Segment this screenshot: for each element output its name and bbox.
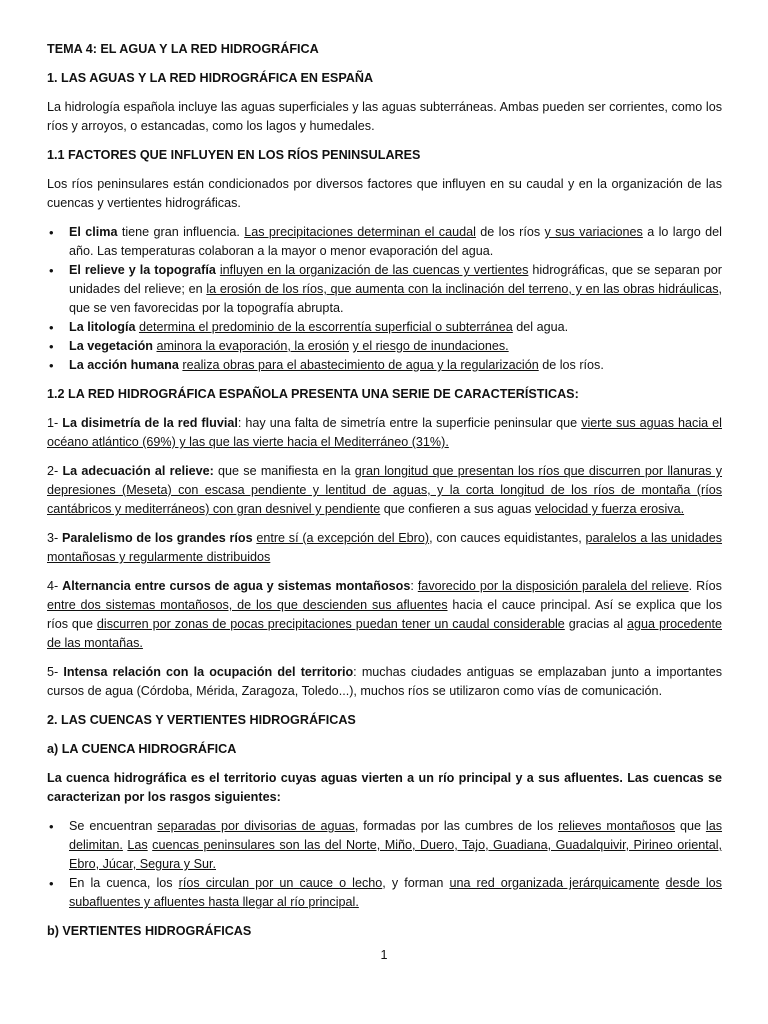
bold-text-run: La litología (69, 320, 136, 334)
underlined-text-run: y el riesgo de inundaciones. (352, 339, 509, 353)
text-run: , formadas por las cumbres de los (354, 819, 559, 833)
underlined-text-run: y sus variaciones (544, 225, 643, 239)
text-run: del agua. (512, 320, 569, 334)
underlined-text-run: aminora la evaporación, la erosión (156, 339, 350, 353)
underlined-text-run: velocidad y fuerza erosiva. (534, 502, 685, 516)
cuenca-item (47, 874, 722, 912)
underlined-text-run: paralelos a las unidades montañosas y regularmente distribuidos (47, 531, 723, 564)
underlined-text-run: agua procedente de las montañas. (47, 617, 722, 650)
document-title: TEMA 4: EL AGUA Y LA RED HIDROGRÁFICA (47, 42, 319, 56)
underlined-text-run: separadas por divisorias de aguas (157, 819, 355, 833)
text-run: 4- (47, 579, 63, 593)
text-run: de los ríos. (538, 358, 604, 372)
bold-text-run: El relieve y la topografía (69, 263, 216, 277)
text-run: 2- (47, 464, 63, 478)
text-run: 3- (47, 531, 62, 545)
section-1-paragraph: La hidrología española incluye las aguas superficiales y las aguas subterráneas. Ambas pueden ser corrientes, como los ríos y arroyos, o estancadas, como los lagos y humedales. (47, 100, 722, 133)
text-run: : (410, 579, 418, 593)
text-run: de los ríos (475, 225, 545, 239)
text-run: Se encuentran (69, 819, 158, 833)
section-heading-1-2: 1.2 LA RED HIDROGRÁFICA ESPAÑOLA PRESENTA UNA SERIE DE CARACTERÍSTICAS: (47, 387, 579, 401)
section-heading-2: 2. LAS CUENCAS Y VERTIENTES HIDROGRÁFICAS (47, 713, 356, 727)
bold-text-run: La adecuación al relieve: (62, 464, 214, 478)
cuenca-intro-paragraph: La cuenca hidrográfica es el territorio cuyas aguas vierten a un río principal y a sus afluentes. Las cuencas se caracterizan por los rasgos siguientes: (47, 771, 722, 804)
text-run: a lo largo del año. Las temperaturas colaboran a la mayor o menor evaporación del agua. (69, 225, 722, 258)
factor-item (47, 261, 722, 318)
section-heading-1-1: 1.1 FACTORES QUE INFLUYEN EN LOS RÍOS PENINSULARES (47, 148, 421, 162)
underlined-text-run: las delimitan. (69, 819, 723, 852)
underlined-text-run: gran longitud que presentan los ríos que discurren por llanuras y depresiones (Meseta) con escasa pendiente y lentitud de aguas, y la corta longitud de los ríos de montaña (ríos cantábricos y mediterráneos) con gran desnivel y pendiente (47, 464, 723, 516)
page-number: 1 (380, 948, 388, 962)
underlined-text-run: determina el predominio de la escorrentía superficial o subterránea (138, 320, 513, 334)
section-heading-2a: a) LA CUENCA HIDROGRÁFICA (47, 742, 237, 756)
underlined-text-run: ríos circulan por un cauce o lecho (178, 876, 383, 890)
cuenca-list (47, 817, 722, 912)
cuenca-item (47, 817, 722, 874)
bold-text-run: El clima (69, 225, 118, 239)
bold-text-run: La acción humana (69, 358, 179, 372)
document-page (47, 40, 722, 951)
text-run: tiene gran influencia. (117, 225, 245, 239)
characteristic-paragraph (47, 663, 722, 701)
text-run: , y forman (382, 876, 450, 890)
text-run: , que se ven favorecidas por la topografía abrupta. (69, 282, 722, 315)
characteristic-paragraph (47, 577, 722, 653)
bold-text-run: Intensa relación con la ocupación del territorio (63, 665, 354, 679)
underlined-text-run: Las (127, 838, 148, 852)
text-run: . Ríos (688, 579, 722, 593)
factor-item (47, 337, 722, 356)
text-run: 1- (47, 416, 63, 430)
text-run: hidrográficas, que se separan por unidades del relieve; en (69, 263, 722, 296)
underlined-text-run: entre dos sistemas montañosos, de los que descienden sus afluentes (47, 598, 448, 612)
factor-item (47, 356, 722, 375)
text-run: que se manifiesta en la (213, 464, 355, 478)
text-run: gracias al (564, 617, 627, 631)
underlined-text-run: realiza obras para el abastecimiento de agua y la regularización (182, 358, 539, 372)
underlined-text-run: entre sí (a excepción del Ebro) (256, 531, 430, 545)
characteristic-paragraph (47, 529, 722, 567)
factors-list (47, 223, 722, 375)
text-run: , con cauces equidistantes, (429, 531, 586, 545)
underlined-text-run: desde los subafluentes y afluentes hasta llegar al río principal. (69, 876, 722, 909)
section-heading-2b: b) VERTIENTES HIDROGRÁFICAS (47, 924, 252, 938)
bold-text-run: La vegetación (69, 339, 153, 353)
underlined-text-run: discurren por zonas de pocas precipitaciones puedan tener un caudal considerable (96, 617, 565, 631)
text-run: que (675, 819, 706, 833)
underlined-text-run: cuencas peninsulares son las del Norte, Miño, Duero, Tajo, Guadiana, Guadalquivir, Pirineo oriental, Ebro, Júcar, Segura y Sur. (69, 838, 723, 871)
characteristic-paragraph (47, 414, 722, 452)
text-run: hacia el cauce principal. Así se explica que los ríos que (47, 598, 722, 631)
text-run: que confieren a sus aguas (380, 502, 535, 516)
text-run: : hay una falta de simetría entre la superficie peninsular que (237, 416, 582, 430)
text-run: : muchas ciudades antiguas se emplazaban junto a importantes cursos de agua (Córdoba, Mérida, Zaragoza, Toledo...), muchos ríos se utilizaron como vías de comunicación. (47, 665, 722, 698)
section-heading-1: 1. LAS AGUAS Y LA RED HIDROGRÁFICA EN ESPAÑA (47, 71, 374, 85)
bold-text-run: Paralelismo de los grandes ríos (61, 531, 253, 545)
underlined-text-run: relieves montañosos (558, 819, 676, 833)
factor-item (47, 223, 722, 261)
section-1-1-paragraph: Los ríos peninsulares están condicionados por diversos factores que influyen en su caudal y en la organización de las cuencas y vertientes hidrográficas. (47, 177, 722, 210)
text-run: En la cuenca, los (69, 876, 179, 890)
bold-text-run: La disimetría de la red fluvial (62, 416, 238, 430)
underlined-text-run: influyen en la organización de las cuencas y vertientes (219, 263, 529, 277)
characteristic-paragraph (47, 462, 722, 519)
factor-item (47, 318, 722, 337)
text-run: 5- (47, 665, 64, 679)
bold-text-run: Alternancia entre cursos de agua y sistemas montañosos (62, 579, 411, 593)
underlined-text-run: la erosión de los ríos, que aumenta con la inclinación del terreno, y en las obras hidráulicas (206, 282, 719, 296)
underlined-text-run: una red organizada jerárquicamente (449, 876, 660, 890)
underlined-text-run: Las precipitaciones determinan el caudal (244, 225, 476, 239)
underlined-text-run: vierte sus aguas hacia el océano atlántico (69%) y las que las vierte hacia el Mediterráneo (31%). (47, 416, 722, 449)
underlined-text-run: favorecido por la disposición paralela del relieve (417, 579, 689, 593)
